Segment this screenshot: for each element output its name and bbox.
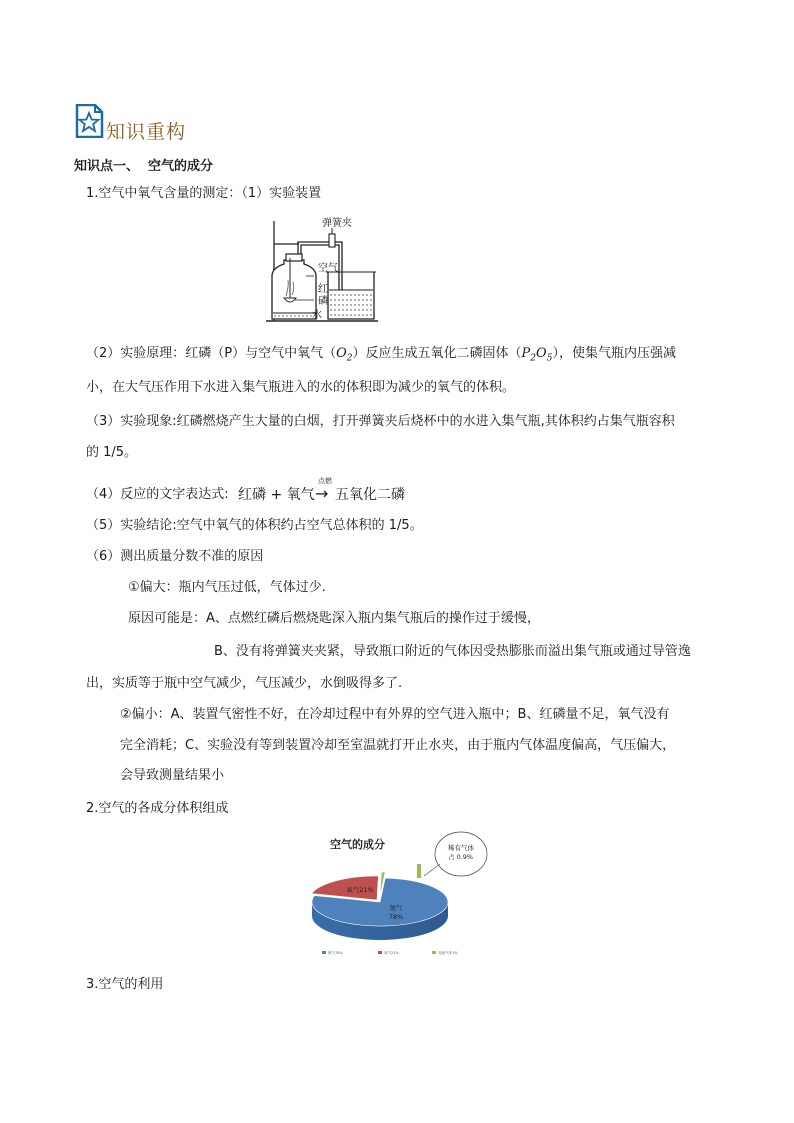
legend-swatch: [322, 951, 326, 954]
principle-paragraph-line-2: 小，在大气压作用下水进入集气瓶进入的水的体积即为减少的氧气的体积。: [86, 380, 516, 395]
legend-label: 氧气21%: [384, 951, 399, 955]
high-result-line-4: 出，实质等于瓶中空气减少，气压减少，水倒吸得多了.: [86, 676, 403, 691]
formula-o2: $O_2$: [336, 346, 353, 364]
item-1-heading: 1.空气中氧气含量的测定：（1）实验装置: [86, 186, 322, 201]
callout-text-line-1: 稀有气体: [448, 844, 474, 852]
high-result-line-2: 原因可能是：A、点燃红磷后燃烧匙深入瓶内集气瓶后的操作过于缓慢，: [128, 611, 540, 626]
item-3-heading: 3.空气的利用: [86, 977, 164, 992]
reaction-condition: 点燃: [318, 477, 332, 485]
low-result-line-2: 完全消耗；C、实验没有等到装置冷却至室温就打开止水夹，由于瓶内气体温度偏高，气压偏大，: [120, 738, 676, 753]
apparatus-figure: [262, 216, 382, 328]
legend-label: 其他气体1%: [438, 951, 458, 955]
conclusion-line: （5）实验结论:空气中氧气的体积约占空气总体积的 1/5。: [86, 518, 423, 533]
section-heading: 知识重构: [106, 121, 187, 143]
pie-label-nitrogen-name: 氮气: [389, 904, 403, 912]
error-reasons-heading: （6）测出质量分数不准的原因: [86, 549, 264, 564]
phenomenon-line-2: 的 1/5。: [86, 445, 138, 460]
pie-label-nitrogen-value: 78%: [388, 913, 404, 921]
phenomenon-line-1: （3）实验现象:红磷燃烧产生大量的白烟，打开弹簧夹后烧杯中的水进入集气瓶,其体积约占集气瓶容积: [86, 414, 675, 429]
low-result-line-1: ②偏小：A、装置气密性不好，在冷却过程中有外界的空气进入瓶中；B、红磷量不足，氧气没有: [120, 707, 670, 722]
apparatus-water-label: 水: [312, 310, 322, 321]
formula-p2o5: $P_2O_5$: [521, 346, 553, 364]
low-result-line-3: 会导致测量结果小: [120, 768, 225, 783]
high-result-line-3: B、没有将弹簧夹夹紧，导致瓶口附近的气体因受热膨胀而溢出集气瓶或通过导管逸: [214, 644, 691, 659]
item-2-heading: 2.空气的各成分体积组成: [86, 801, 229, 816]
apparatus-phosphorus-label-2: 磷: [318, 296, 328, 307]
reaction-arrow: →: [315, 484, 329, 503]
apparatus-phosphorus-label-1: 红: [318, 284, 328, 295]
legend-swatch: [378, 951, 382, 954]
document-page: 知识重构 知识点一、 空气的成分 1.空气中氧气含量的测定：（1）实验装置 弹簧夹 空气 红 磷 水 （2）实验原理：红磷（P）与空气中氧气$(O_2)$反应生成五氧化二磷固体$(P_2O_5)$，使集气瓶内压强减 小，在大气压作用下水进入集气瓶进入的水的体积即为减少的氧气的体积。 （3）实验现象:红磷燃烧产生大量的白烟，打开弹簧夹后烧杯中的水进入集气瓶,其体积约占集气瓶容积 的 1/5。 （4）反应的文字表达式: 红磷 + 氧气 点燃 → 五氧化二磷 （5）实验结论:空气中氧气的体积约占空气总体积的 1/5。 （6）测出质量分数不准的原因 ①偏大：瓶内气压过低，气体过少. 原因可能是：A、点燃红磷后燃烧匙深入瓶内集气瓶后的操作过于缓慢， B、没有将弹簧夹夹紧，导致瓶口附近的气体因受热膨胀而溢出集气瓶或通过导管逸 出，实质等于瓶中空气减少，气压减少，水倒吸得多了. ②偏小：A、装置气密性不好，在冷却过程中有外界的空气进入瓶中；B、红磷量不足，氧气没有 完全消耗；C、实验没有等到装置冷却至室温就打开止水夹，由于瓶内气体温度偏高，气压偏大， 会导致测量结果小 2.空气的各成分体积组成 空气的成分 氧气21% 氮气 78% 稀有气体 占 0.9% 氮气78% 氧气21% 其他气体1% 3.空气的利用: [0, 0, 794, 1123]
legend-label: 氮气78%: [328, 951, 343, 955]
principle-paragraph-line-1: （2）实验原理：红磷（P）与空气中氧气$(O_2)$反应生成五氧化二磷固体$(P_2O_5)$，使集气瓶内压强减: [86, 346, 676, 364]
pie-slice-rare-gas-bar: [417, 864, 421, 878]
callout-text-line-2: 占 0.9%: [448, 853, 474, 861]
star-folder-icon: [74, 104, 104, 142]
air-composition-chart: [308, 828, 488, 960]
knowledge-point-title: 知识点一、 空气的成分: [74, 159, 214, 174]
chart-title: 空气的成分: [330, 838, 385, 851]
apparatus-air-label: 空气: [318, 263, 338, 274]
pie-label-oxygen: 氧气21%: [346, 886, 374, 894]
high-result-line-1: ①偏大：瓶内气压过低，气体过少.: [128, 580, 326, 595]
apparatus-clamp-label: 弹簧夹: [322, 218, 352, 229]
legend-swatch: [432, 951, 436, 954]
